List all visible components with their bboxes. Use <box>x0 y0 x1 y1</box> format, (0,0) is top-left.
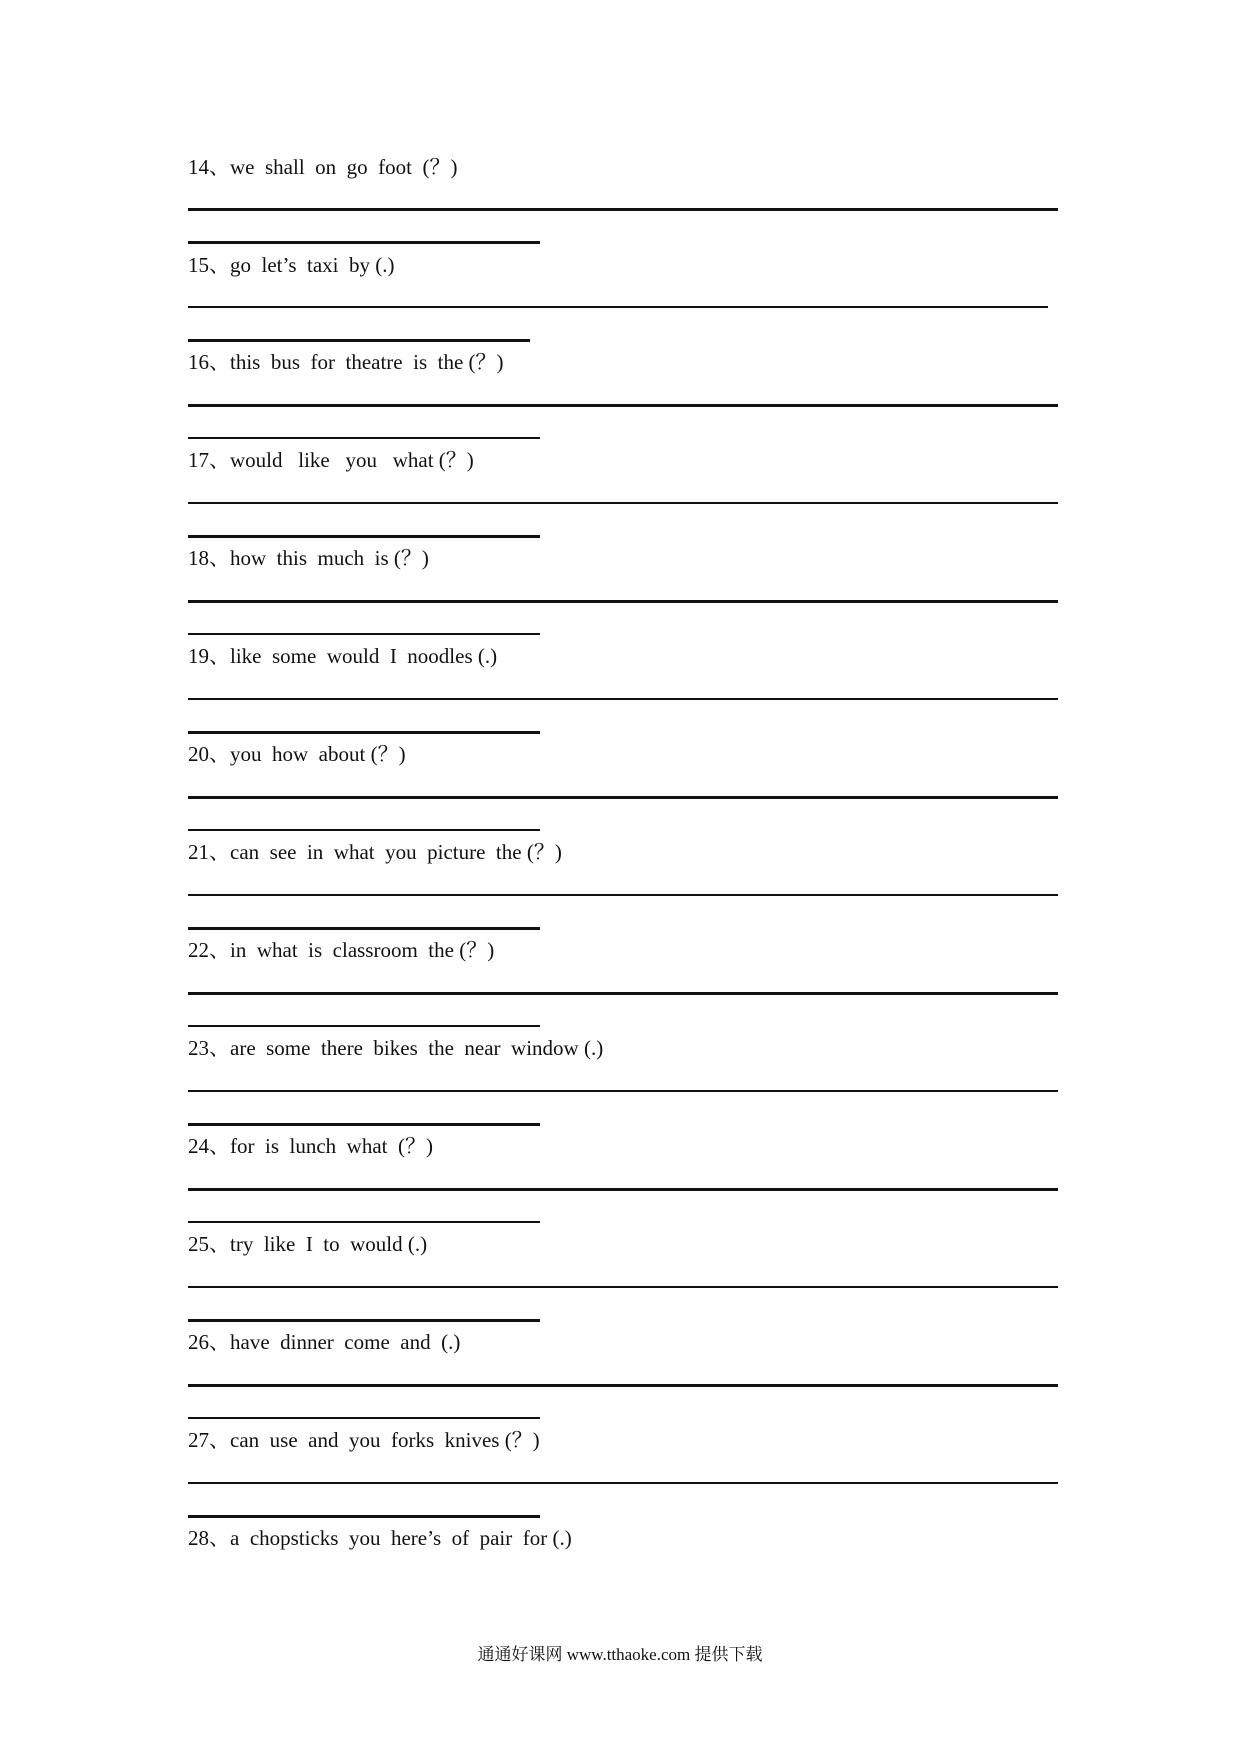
answer-line-long-24 <box>188 1188 1058 1191</box>
answer-line-short-23 <box>188 1123 540 1126</box>
answer-line-short-24 <box>188 1221 540 1223</box>
question-26: 26、have dinner come and (.) <box>188 1330 461 1354</box>
question-22: 22、in what is classroom the (？) <box>188 938 495 962</box>
answer-line-short-19 <box>188 731 540 734</box>
question-19: 19、like some would I noodles (.) <box>188 644 498 668</box>
answer-line-long-22 <box>188 992 1058 995</box>
answer-line-short-20 <box>188 829 540 831</box>
answer-line-long-15 <box>188 306 1048 308</box>
answer-line-long-16 <box>188 404 1058 407</box>
question-17: 17、would like you what (？) <box>188 448 474 472</box>
question-24: 24、for is lunch what (？) <box>188 1134 433 1158</box>
answer-line-long-18 <box>188 600 1058 603</box>
question-18: 18、how this much is (？) <box>188 546 429 570</box>
answer-line-short-16 <box>188 437 540 439</box>
answer-line-short-15 <box>188 339 530 342</box>
answer-line-short-27 <box>188 1515 540 1518</box>
answer-line-short-18 <box>188 633 540 635</box>
answer-line-long-19 <box>188 698 1058 700</box>
answer-line-short-21 <box>188 927 540 930</box>
question-25: 25、try like I to would (.) <box>188 1232 428 1256</box>
answer-line-short-26 <box>188 1417 540 1419</box>
answer-line-long-17 <box>188 502 1058 504</box>
question-16: 16、this bus for theatre is the (？) <box>188 350 504 374</box>
answer-line-long-20 <box>188 796 1058 799</box>
answer-line-long-27 <box>188 1482 1058 1484</box>
question-27: 27、can use and you forks knives (？) <box>188 1428 540 1452</box>
answer-line-short-14 <box>188 241 540 244</box>
answer-line-short-25 <box>188 1319 540 1322</box>
answer-line-short-17 <box>188 535 540 538</box>
question-23: 23、are some there bikes the near window (.) <box>188 1036 604 1060</box>
question-14: 14、we shall on go foot (？) <box>188 155 458 179</box>
question-20: 20、you how about (？) <box>188 742 406 766</box>
answer-line-long-23 <box>188 1090 1058 1092</box>
question-21: 21、can see in what you picture the (？) <box>188 840 562 864</box>
answer-line-long-21 <box>188 894 1058 896</box>
answer-line-long-26 <box>188 1384 1058 1387</box>
question-28: 28、a chopsticks you here’s of pair for (.) <box>188 1526 572 1550</box>
answer-line-short-22 <box>188 1025 540 1027</box>
question-15: 15、go let’s taxi by (.) <box>188 253 395 277</box>
answer-line-long-25 <box>188 1286 1058 1288</box>
footer-source-credit: 通通好课网 www.tthaoke.com 提供下载 <box>477 1645 763 1664</box>
answer-line-long-14 <box>188 208 1058 211</box>
